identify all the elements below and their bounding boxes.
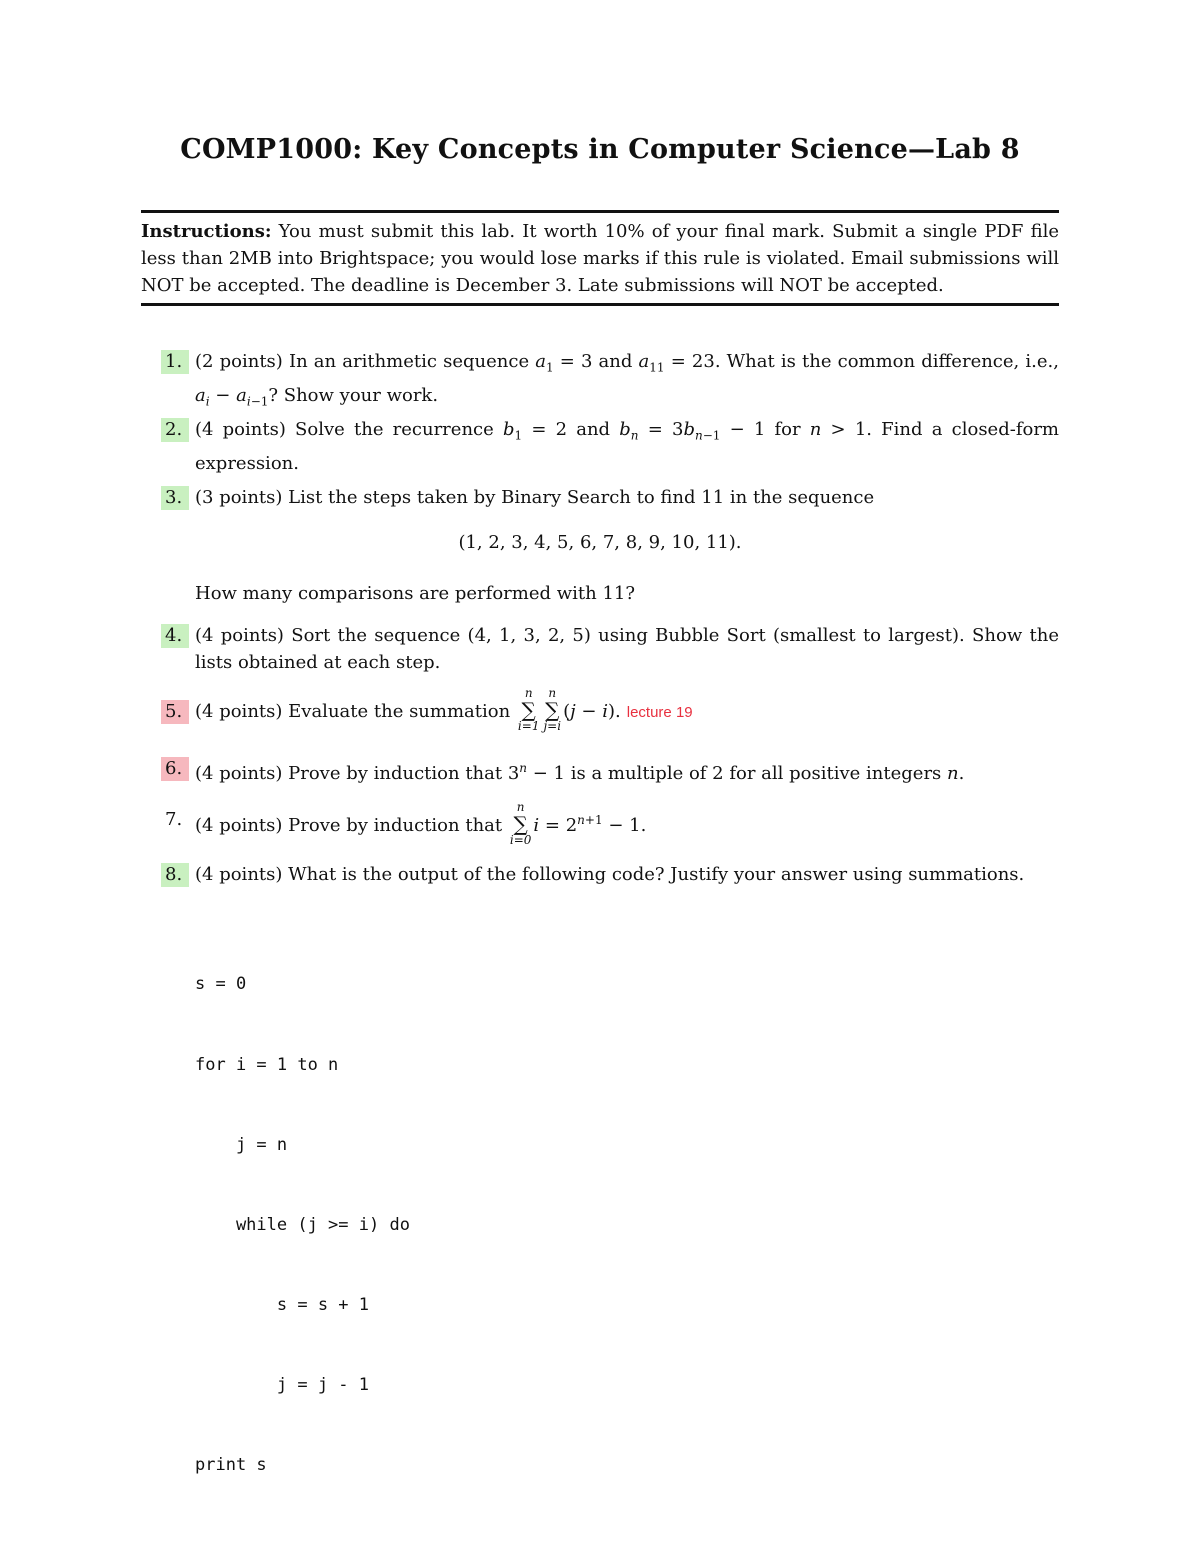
bottom-rule	[141, 303, 1059, 306]
summation-i-0: n ∑ i=0	[509, 800, 532, 847]
question-number-4: 4.	[161, 624, 189, 648]
instructions-label: Instructions:	[141, 221, 272, 242]
question-number-6: 6.	[161, 757, 189, 781]
question-6-points: (4 points)	[195, 763, 283, 784]
question-8-points: (4 points)	[195, 864, 283, 885]
code-line: print s	[195, 1454, 267, 1475]
question-2: (4 points) Solve the recurrence $b_1 = 2$ and $b_n = 3b_{n-1} - 1$ for n > 1. Find a closed-form expression.	[195, 419, 1059, 474]
question-5-points: (4 points)	[195, 701, 283, 722]
question-5-text: Evaluate the summation	[288, 701, 511, 722]
question-number-1: 1.	[161, 350, 189, 374]
code-line: for i = 1 to n	[195, 1054, 339, 1075]
question-3-text: List the steps taken by Binary Search to find 11 in the sequence	[288, 487, 875, 508]
question-number-7: 7.	[165, 809, 183, 830]
code-block	[195, 918, 410, 1532]
question-3-followup: How many comparisons are performed with 11?	[195, 583, 635, 604]
instructions-text: You must submit this lab. It worth 10% of your final mark. Submit a single PDF file less than 2MB into Brightspace; you would lose marks if this rule is violated. Email submissions will NOT be accepted. The deadline is December 3. Late submissions will NOT be accepted.	[141, 221, 1059, 296]
question-7: (4 points) Prove by induction that n ∑ i=0 $i = 2^{n+1} - 1$.	[195, 800, 647, 847]
summation-i: n ∑ i=1	[517, 686, 540, 733]
question-8	[195, 861, 1059, 888]
summation-j: n ∑ j=i	[543, 686, 562, 733]
question-number-5: 5.	[161, 700, 189, 724]
code-line: s = s + 1	[195, 1294, 369, 1315]
question-6: (4 points) Prove by induction that $3^n - 1$ is a multiple of 2 for all positive integers n.	[195, 761, 965, 784]
question-number-3: 3.	[161, 486, 189, 510]
code-line: j = j - 1	[195, 1374, 369, 1395]
question-4-points: (4 points)	[195, 625, 284, 646]
code-line: j = n	[195, 1134, 288, 1155]
question-number-8: 8.	[161, 863, 189, 887]
top-rule	[141, 210, 1059, 213]
question-7-points: (4 points)	[195, 815, 283, 836]
question-5: (4 points) Evaluate the summation n ∑ i=1 n ∑ j=i (j − i). lecture 19	[195, 686, 693, 733]
question-4	[195, 622, 1059, 676]
question-3	[195, 484, 1059, 511]
instructions-block	[141, 218, 1059, 299]
question-4-text: Sort the sequence (4, 1, 3, 2, 5) using Bubble Sort (smallest to largest). Show the lists obtained at each step.	[195, 625, 1059, 673]
question-8-text: What is the output of the following code? Justify your answer using summations.	[288, 864, 1025, 885]
code-line: while (j >= i) do	[195, 1214, 410, 1235]
code-line: s = 0	[195, 974, 247, 995]
question-1-points: (2 points)	[195, 351, 283, 372]
question-3-sequence: (1, 2, 3, 4, 5, 6, 7, 8, 9, 10, 11).	[458, 532, 742, 553]
annotation-note: lecture 19	[626, 704, 693, 721]
question-2-points: (4 points)	[195, 419, 286, 440]
question-1: (2 points) In an arithmetic sequence $a_1 = 3$ and $a_{11} = 23$. What is the common difference, i.e., $a_i - a_{i-1}$? Show your work.	[195, 351, 1059, 409]
question-3-points: (3 points)	[195, 487, 283, 508]
page-title: COMP1000: Key Concepts in Computer Science—Lab 8	[180, 134, 1020, 165]
question-number-2: 2.	[161, 418, 189, 442]
question-7-text: Prove by induction that	[288, 815, 503, 836]
